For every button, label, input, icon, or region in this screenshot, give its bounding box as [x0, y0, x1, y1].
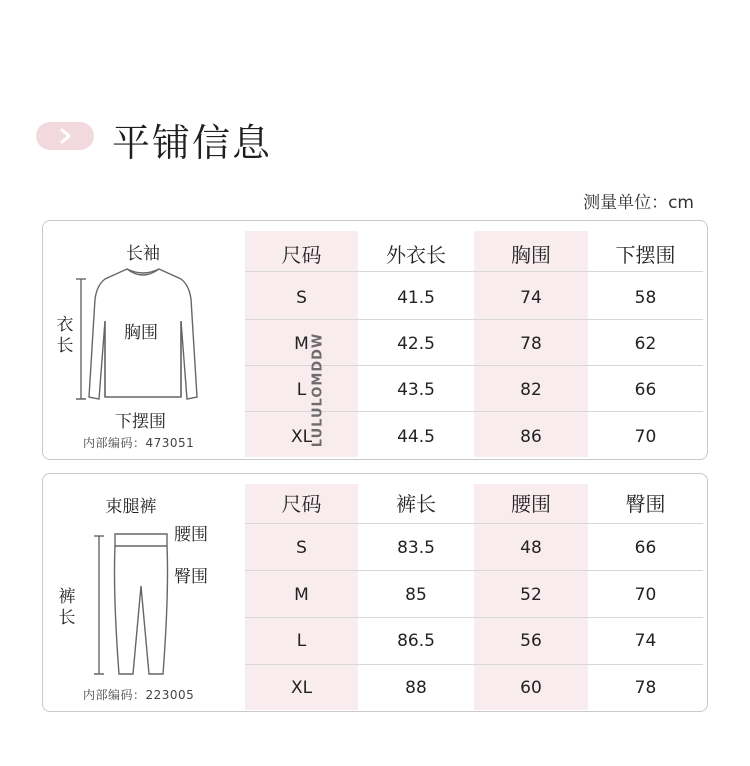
header-hem: 下摆围: [615, 243, 676, 267]
value-cell: 66: [634, 380, 657, 400]
value-cell: 78: [634, 678, 657, 698]
value-cell: 60: [520, 678, 542, 698]
waist-label: 腰围: [174, 525, 208, 545]
row-divider: [245, 319, 703, 320]
bottom-garment-title: 束腿裤: [105, 497, 157, 517]
bottom-table-header-row: [245, 488, 703, 517]
page-title: 平铺信息: [112, 121, 273, 165]
header-size: 尺码: [281, 492, 322, 516]
chevron-right-icon: [58, 128, 74, 144]
table-row: [245, 538, 703, 558]
bottom-size-table: [245, 484, 703, 710]
watermark-text: LULULOMDDW: [310, 332, 326, 448]
size-cell: M: [294, 334, 309, 354]
size-cell: L: [296, 380, 307, 400]
value-cell: 86: [520, 427, 542, 447]
value-cell: 83.5: [397, 538, 435, 558]
top-figure-area: [43, 221, 243, 459]
value-cell: 66: [634, 538, 657, 558]
value-cell: 88: [405, 678, 427, 698]
row-divider: [245, 617, 703, 618]
value-cell: 41.5: [397, 288, 435, 308]
size-cell: M: [294, 585, 309, 605]
row-divider: [245, 570, 703, 571]
header-chest: 胸围: [511, 243, 551, 267]
top-table-header-row: [245, 239, 703, 268]
value-cell: 52: [520, 585, 542, 605]
header-size: 尺码: [281, 243, 322, 267]
top-length-label-1: 衣: [56, 315, 74, 335]
chest-label: 胸围: [124, 323, 158, 343]
value-cell: 56: [520, 631, 542, 651]
section-marker-pill: [36, 122, 94, 150]
top-length-label-2: 长: [56, 336, 74, 356]
table-row: [245, 288, 703, 308]
value-cell: 42.5: [397, 334, 435, 354]
hip-label: 臀围: [174, 567, 208, 587]
unit-label: 测量单位：cm: [583, 193, 694, 213]
row-divider: [245, 271, 703, 272]
value-cell: 86.5: [397, 631, 435, 651]
bottom-length-label-2: 长: [58, 608, 76, 628]
header-waist: 腰围: [511, 492, 551, 516]
size-cell: S: [296, 288, 307, 308]
header-pants-length: 裤长: [396, 492, 436, 516]
table-row: [245, 678, 703, 698]
row-divider: [245, 664, 703, 665]
bottom-internal-code: 内部编码：223005: [83, 688, 195, 702]
value-cell: 62: [634, 334, 657, 354]
top-garment-title: 长袖: [126, 244, 160, 264]
size-cell: L: [296, 631, 307, 651]
value-cell: 44.5: [397, 427, 435, 447]
bottom-figure-area: [43, 474, 243, 711]
value-cell: 78: [520, 334, 542, 354]
value-cell: 43.5: [397, 380, 435, 400]
size-cell: XL: [290, 427, 313, 447]
value-cell: 48: [520, 538, 542, 558]
top-size-panel: [42, 220, 708, 460]
size-cell: S: [296, 538, 307, 558]
value-cell: 74: [634, 631, 657, 651]
bottom-length-label-1: 裤: [58, 587, 76, 607]
value-cell: 74: [520, 288, 542, 308]
value-cell: 70: [634, 585, 657, 605]
value-cell: 58: [634, 288, 657, 308]
top-internal-code: 内部编码：473051: [83, 436, 195, 450]
value-cell: 85: [405, 585, 427, 605]
table-row: [245, 631, 703, 651]
table-row: [245, 585, 703, 605]
bottom-size-panel: [42, 473, 708, 712]
value-cell: 82: [520, 380, 542, 400]
hem-label: 下摆围: [115, 412, 166, 432]
header-hip: 臀围: [625, 492, 666, 516]
row-divider: [245, 523, 703, 524]
size-cell: XL: [290, 678, 313, 698]
header-length: 外衣长: [386, 243, 446, 267]
value-cell: 70: [634, 427, 657, 447]
